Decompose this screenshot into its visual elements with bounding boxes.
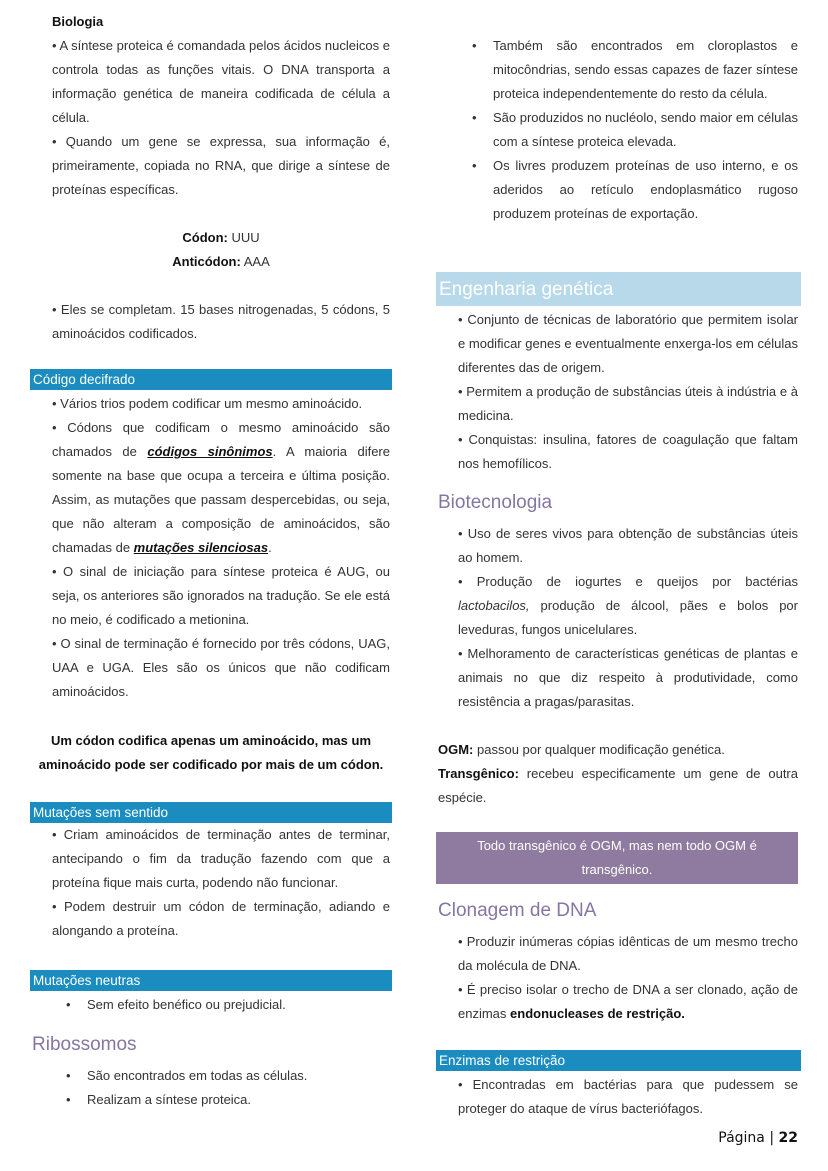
paragraph: • Eles se completam. 15 bases nitrogenadas, 5 códons, 5 aminoácidos codificados. (52, 302, 390, 341)
bullet: • Conjunto de técnicas de laboratório que permitem isolar e modificar genes e eventualmente enxerga-los em células diferentes das de origem. (458, 312, 798, 375)
emphasis: mutações silenciosas (133, 540, 269, 555)
bullet: • O sinal de iniciação para síntese proteica é AUG, ou seja, os anteriores são ignorados na tradução. Se ele está no meio, é codificado a metionina. (52, 564, 390, 627)
transgenico-label: Transgênico: (438, 766, 519, 781)
ribossomos-continued-list (458, 34, 798, 226)
section-bar-sem-sentido: Mutações sem sentido (30, 802, 392, 823)
bullet: • Uso de seres vivos para obtenção de substâncias úteis ao homem. (458, 526, 798, 565)
codon-label: Códon: (182, 230, 228, 245)
ogm-text: passou por qualquer modificação genética. (473, 742, 725, 757)
anticodon-value: AAA (240, 254, 270, 269)
heading-clonagem: Clonagem de DNA (438, 900, 597, 921)
biotec-section (458, 522, 798, 714)
emphasis: lactobacilos, (458, 598, 530, 613)
clonagem-section (458, 930, 798, 1026)
section-bar-codigo: Código decifrado (30, 369, 392, 390)
bullet: • Os livres produzem proteínas de uso interno, e os aderidos ao retículo endoplasmático rugoso produzem proteínas de exportação. (458, 154, 798, 226)
bullet: • Também são encontrados em cloroplastos e mitocôndrias, sendo essas capazes de fazer síntese proteica independentemente do resto da célula. (458, 34, 798, 106)
bullet: • Criam aminoácidos de terminação antes de terminar, antecipando o fim da tradução fazendo com que a proteína fique mais curta, podendo não funcionar. (52, 827, 390, 890)
heading-ribossomos: Ribossomos (32, 1034, 137, 1055)
codigo-section (52, 392, 390, 704)
bullet: • Permitem a produção de substâncias úteis à indústria e à medicina. (458, 384, 798, 423)
section-bar-neutras: Mutações neutras (30, 970, 392, 991)
section-bar-engenharia: Engenharia genética (436, 272, 801, 306)
section-bar-enzimas: Enzimas de restrição (436, 1050, 801, 1071)
emphasis: endonucleases de restrição. (510, 1006, 685, 1021)
page-number: Página | 22 (718, 1130, 798, 1146)
bullet: • Encontradas em bactérias para que pudessem se proteger do ataque de vírus bacteriófagos. (458, 1077, 798, 1116)
codon-value: UUU (227, 230, 260, 245)
paragraph: • A síntese proteica é comandada pelos ácidos nucleicos e controla todas as funções vitais. O DNA transporta a informação genética de maneira codificada de célula a célula. (52, 38, 390, 125)
bullet: • Sem efeito benéfico ou prejudicial. (52, 993, 390, 1017)
bullet: • São produzidos no nucléolo, sendo maior em células com a síntese proteica elevada. (458, 106, 798, 154)
neutras-list (52, 993, 390, 1017)
bullet: • Realizam a síntese proteica. (52, 1088, 390, 1112)
emphasis: códigos sinônimos (147, 444, 273, 459)
paragraph: • Quando um gene se expressa, sua informação é, primeiramente, copiada no RNA, que dirige a síntese de proteínas específicas. (52, 134, 390, 197)
sem-sentido-section (52, 823, 390, 943)
engenharia-section (458, 308, 798, 476)
key-statement: Um códon codifica apenas um aminoácido, mas um aminoácido pode ser codificado por mais de um códon. (38, 733, 384, 772)
transgenico-text: recebeu especificamente um gene de outra espécie. (438, 766, 798, 805)
enzimas-section (458, 1073, 798, 1121)
bullet: • Vários trios podem codificar um mesmo aminoácido. (52, 396, 363, 411)
callout-box: Todo transgênico é OGM, mas nem todo OGM é transgênico. (436, 832, 798, 884)
bullet: • É preciso isolar o trecho de DNA a ser clonado, ação de enzimas endonucleases de restrição. (458, 982, 798, 1021)
ogm-label: OGM: (438, 742, 474, 757)
bullet: • Podem destruir um códon de terminação, adiando e alongando a proteína. (52, 899, 390, 938)
bullet: • Produção de iogurtes e queijos por bactérias lactobacilos, produção de álcool, pães e bolos por leveduras, fungos unicelulares. (458, 574, 798, 637)
bullet: • Códons que codificam o mesmo aminoácido são chamados de códigos sinônimos. A maioria difere somente na base que ocupa a terceira e última posição. Assim, as mutações que passam despercebidas, ou seja, que não alteram a composição de aminoácidos, são chamadas de mutações silenciosas. (52, 420, 390, 555)
bullet: • Conquistas: insulina, fatores de coagulação que faltam nos hemofílicos. (458, 432, 798, 471)
codon-pair (52, 226, 390, 274)
heading-biotecnologia: Biotecnologia (438, 492, 553, 513)
definitions (438, 738, 798, 810)
section-title: Biologia (52, 14, 104, 29)
bullet: • Produzir inúmeras cópias idênticas de um mesmo trecho da molécula de DNA. (458, 934, 798, 973)
intro-section (52, 10, 390, 202)
bullet: • Melhoramento de características genéticas de plantas e animais no que diz respeito à produtividade, como resistência a pragas/parasitas. (458, 646, 798, 709)
bullet: • São encontrados em todas as células. (52, 1064, 390, 1088)
bullet: • O sinal de terminação é fornecido por três códons, UAG, UAA e UGA. Eles são os únicos que não codificam aminoácidos. (52, 636, 390, 699)
ribossomos-list (52, 1064, 390, 1112)
anticodon-label: Anticódon: (172, 254, 241, 269)
